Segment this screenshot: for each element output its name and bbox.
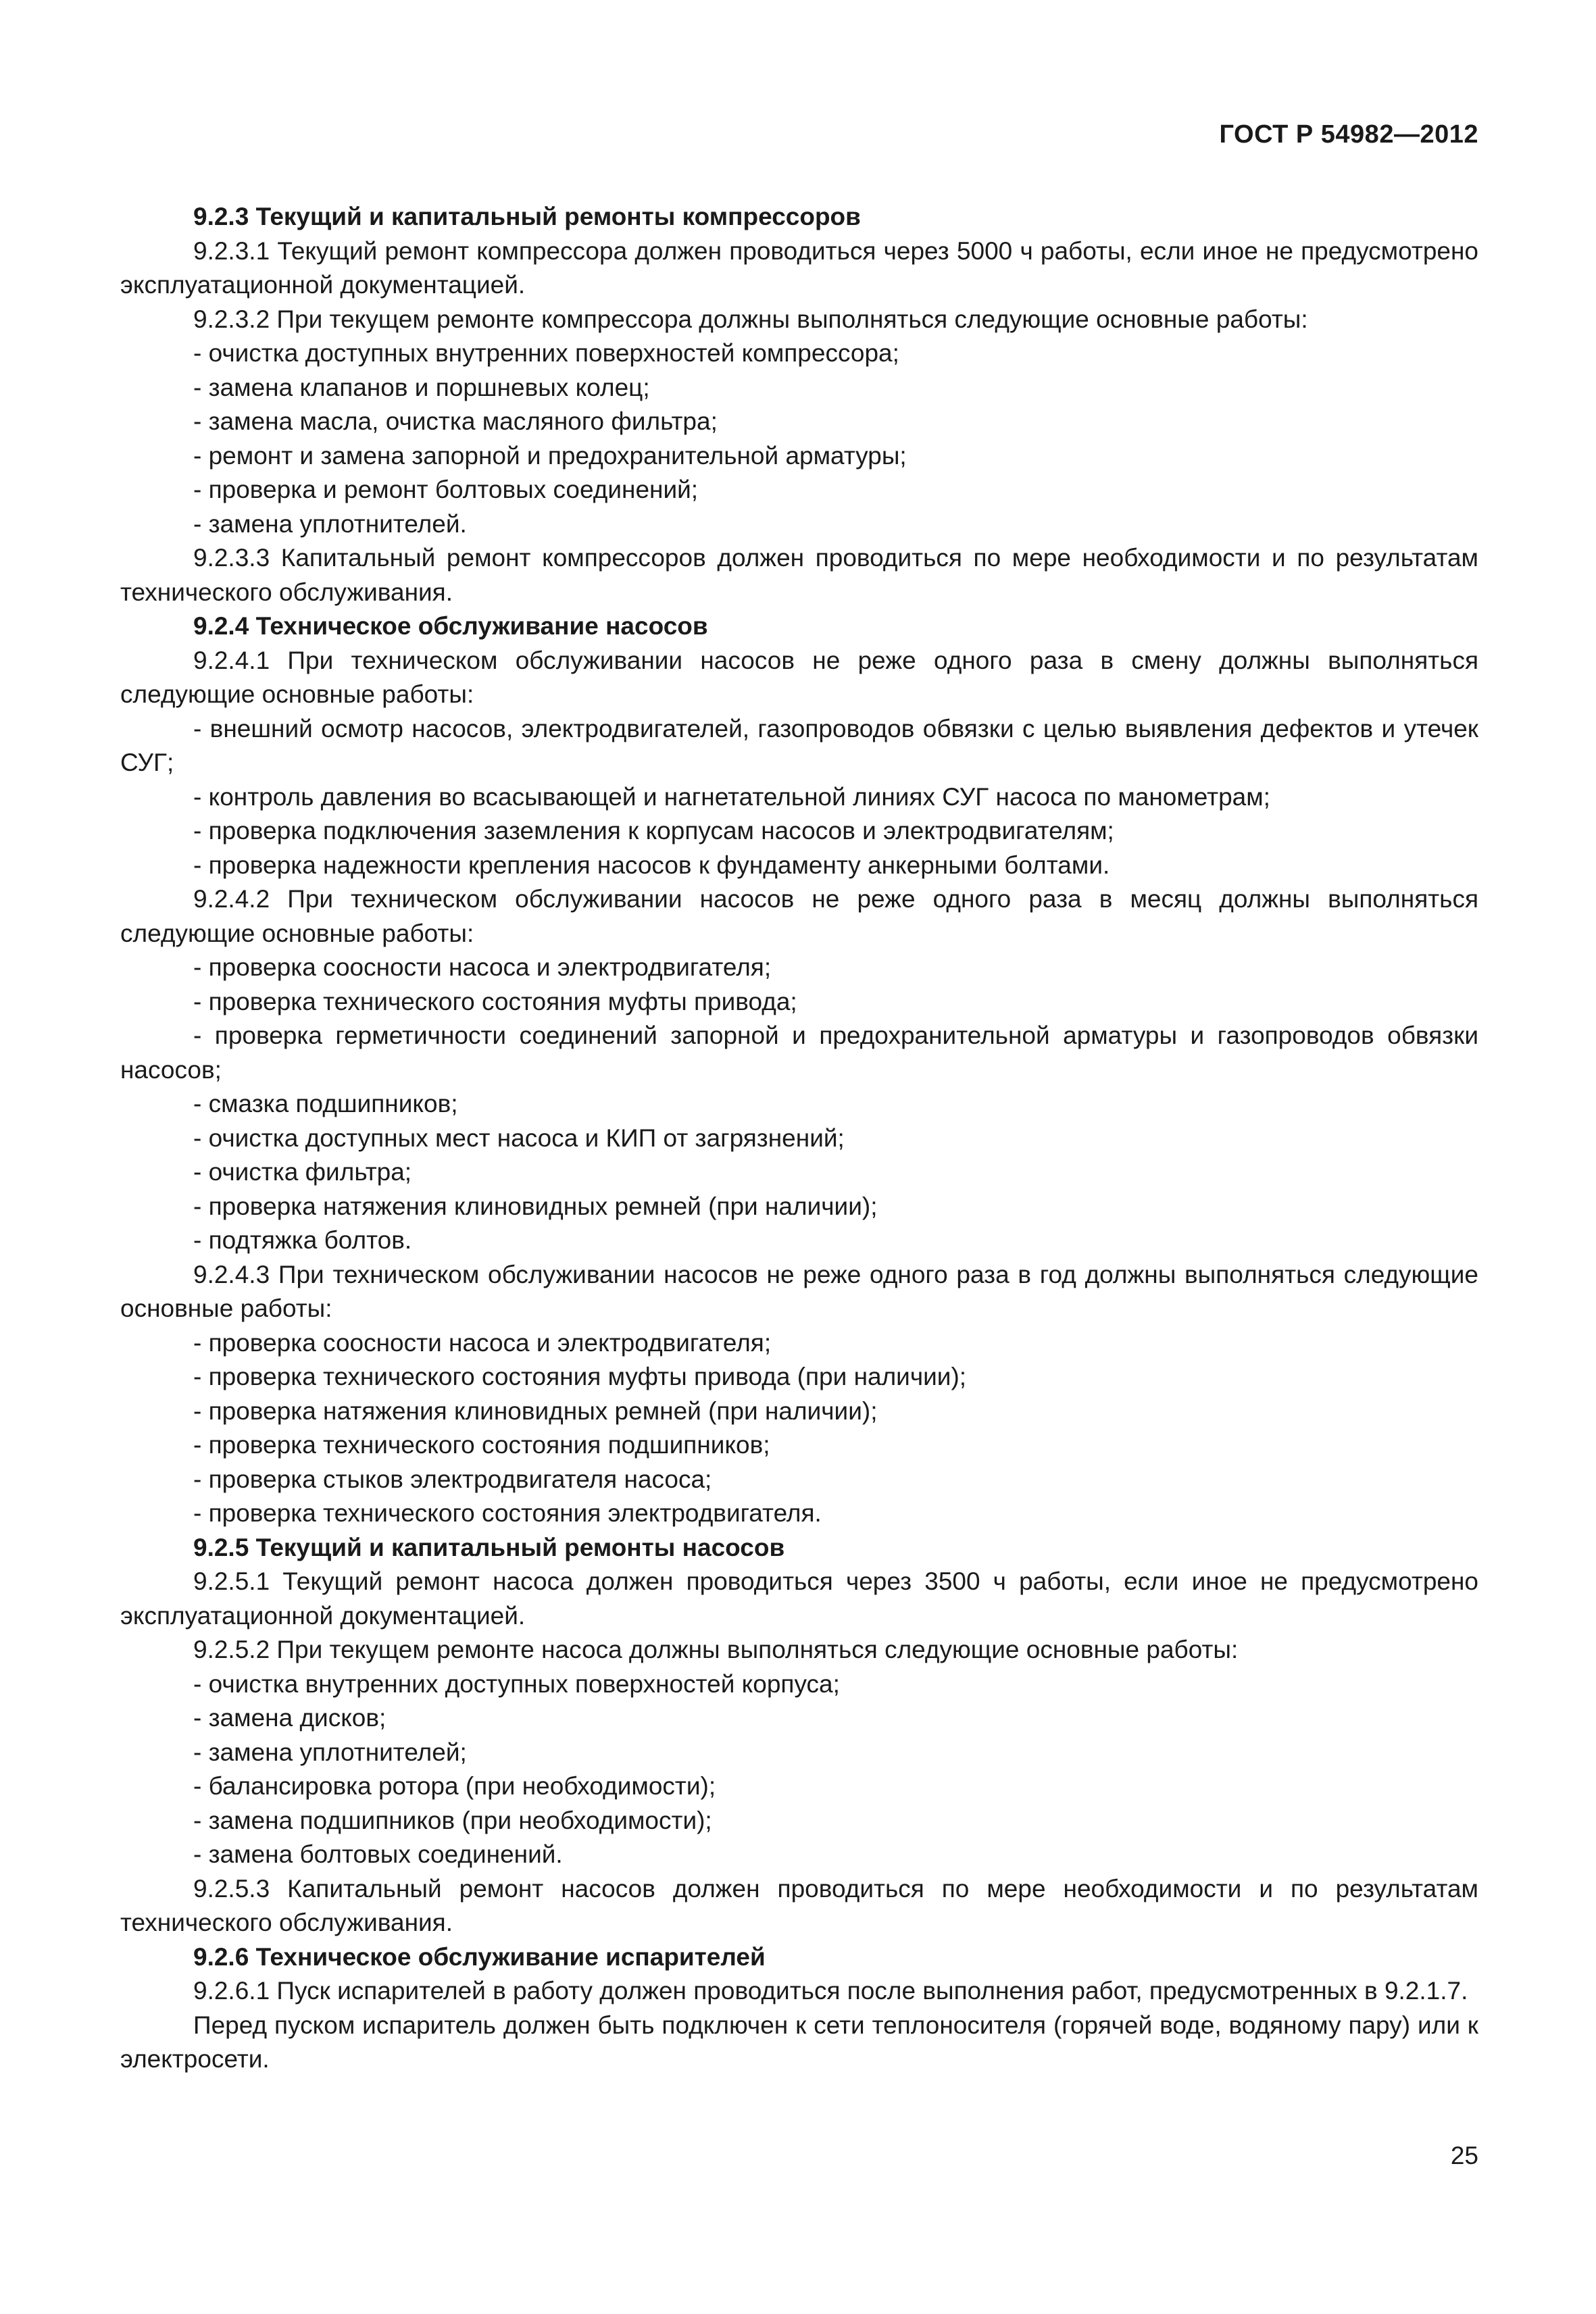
list-item: - очистка внутренних доступных поверхностей корпуса; [193,1669,840,1698]
list-item: - подтяжка болтов. [193,1226,412,1254]
paragraph: 9.2.4.3 При техническом обслуживании насосов не реже одного раза в год должны выполняться следующие основные работы: [120,1260,1478,1322]
list-item: - балансировка ротора (при необходимости); [193,1772,716,1800]
section-heading: 9.2.3 Текущий и капитальный ремонты компрессоров [193,203,861,230]
list-item: - проверка герметичности соединений запорной и предохранительной арматуры и газопроводов обвязки насосов; [120,1022,1478,1084]
list-item: - внешний осмотр насосов, электродвигателей, газопроводов обвязки с целью выявления дефектов и утечек СУГ; [120,714,1478,776]
document-body [120,200,1478,2077]
list-item: - замена дисков; [193,1704,386,1732]
list-item: - проверка соосности насоса и электродвигателя; [193,1328,772,1357]
list-item: - проверка надежности крепления насосов к фундаменту анкерными болтами. [193,851,1110,879]
list-item: - проверка и ремонт болтовых соединений; [193,476,699,503]
page-number: 25 [1450,2142,1478,2169]
paragraph: Перед пуском испаритель должен быть подключен к сети теплоносителя (горячей воде, водяному пару) или к электросети. [120,2011,1478,2073]
paragraph: 9.2.6.1 Пуск испарителей в работу должен проводиться после выполнения работ, предусмотренных в 9.2.1.7. [193,1977,1468,2005]
paragraph: 9.2.5.3 Капитальный ремонт насосов должен проводиться по мере необходимости и по результатам технического обслуживания. [120,1874,1478,1936]
paragraph: 9.2.3.2 При текущем ремонте компрессора должны выполняться следующие основные работы: [193,305,1308,333]
paragraph: 9.2.4.2 При техническом обслуживании насосов не реже одного раза в месяц должны выполняться следующие основные работы: [120,885,1478,947]
list-item: - проверка технического состояния муфты привода (при наличии); [193,1363,967,1390]
list-item: - проверка соосности насоса и электродвигателя; [193,953,772,981]
list-item: - смазка подшипников; [193,1090,458,1117]
section-heading: 9.2.6 Техническое обслуживание испарителей [193,1942,766,1971]
paragraph: 9.2.3.3 Капитальный ремонт компрессоров должен проводиться по мере необходимости и по результатам технического обслуживания. [120,544,1478,606]
list-item: - очистка доступных мест насоса и КИП от загрязнений; [193,1124,845,1152]
list-item: - замена масла, очистка масляного фильтра; [193,407,718,435]
section-heading: 9.2.5 Текущий и капитальный ремонты насосов [193,1533,785,1561]
paragraph: 9.2.3.1 Текущий ремонт компрессора должен проводиться через 5000 ч работы, если иное не предусмотрено эксплуатационной документацией. [120,236,1478,299]
list-item: - ремонт и замена запорной и предохранительной арматуры; [193,441,907,470]
list-item: - проверка подключения заземления к корпусам насосов и электродвигателям; [193,817,1114,845]
list-item: - замена болтовых соединений. [193,1840,563,1868]
paragraph: 9.2.5.1 Текущий ремонт насоса должен проводиться через 3500 ч работы, если иное не предусмотрено эксплуатационной документацией. [120,1567,1478,1630]
list-item: - проверка технического состояния подшипников; [193,1431,770,1459]
section-heading: 9.2.4 Техническое обслуживание насосов [193,612,708,640]
list-item: - очистка доступных внутренних поверхностей компрессора; [193,339,899,367]
paragraph: 9.2.4.1 При техническом обслуживании насосов не реже одного раза в смену должны выполняться следующие основные работы: [120,646,1478,708]
list-item: - замена подшипников (при необходимости); [193,1806,712,1834]
list-item: - контроль давления во всасывающей и нагнетательной линиях СУГ насоса по манометрам; [193,782,1270,811]
list-item: - замена уплотнителей. [193,509,467,538]
document-header: ГОСТ Р 54982—2012 [1219,120,1478,149]
list-item: - замена уплотнителей; [193,1738,467,1766]
list-item: - проверка стыков электродвигателя насоса; [193,1465,712,1493]
list-item: - замена клапанов и поршневых колец; [193,373,650,401]
list-item: - проверка технического состояния электродвигателя. [193,1499,822,1527]
list-item: - очистка фильтра; [193,1158,412,1186]
list-item: - проверка натяжения клиновидных ремней (при наличии); [193,1192,878,1220]
list-item: - проверка натяжения клиновидных ремней (при наличии); [193,1397,878,1425]
list-item: - проверка технического состояния муфты привода; [193,987,797,1015]
paragraph: 9.2.5.2 При текущем ремонте насоса должны выполняться следующие основные работы: [193,1636,1239,1663]
